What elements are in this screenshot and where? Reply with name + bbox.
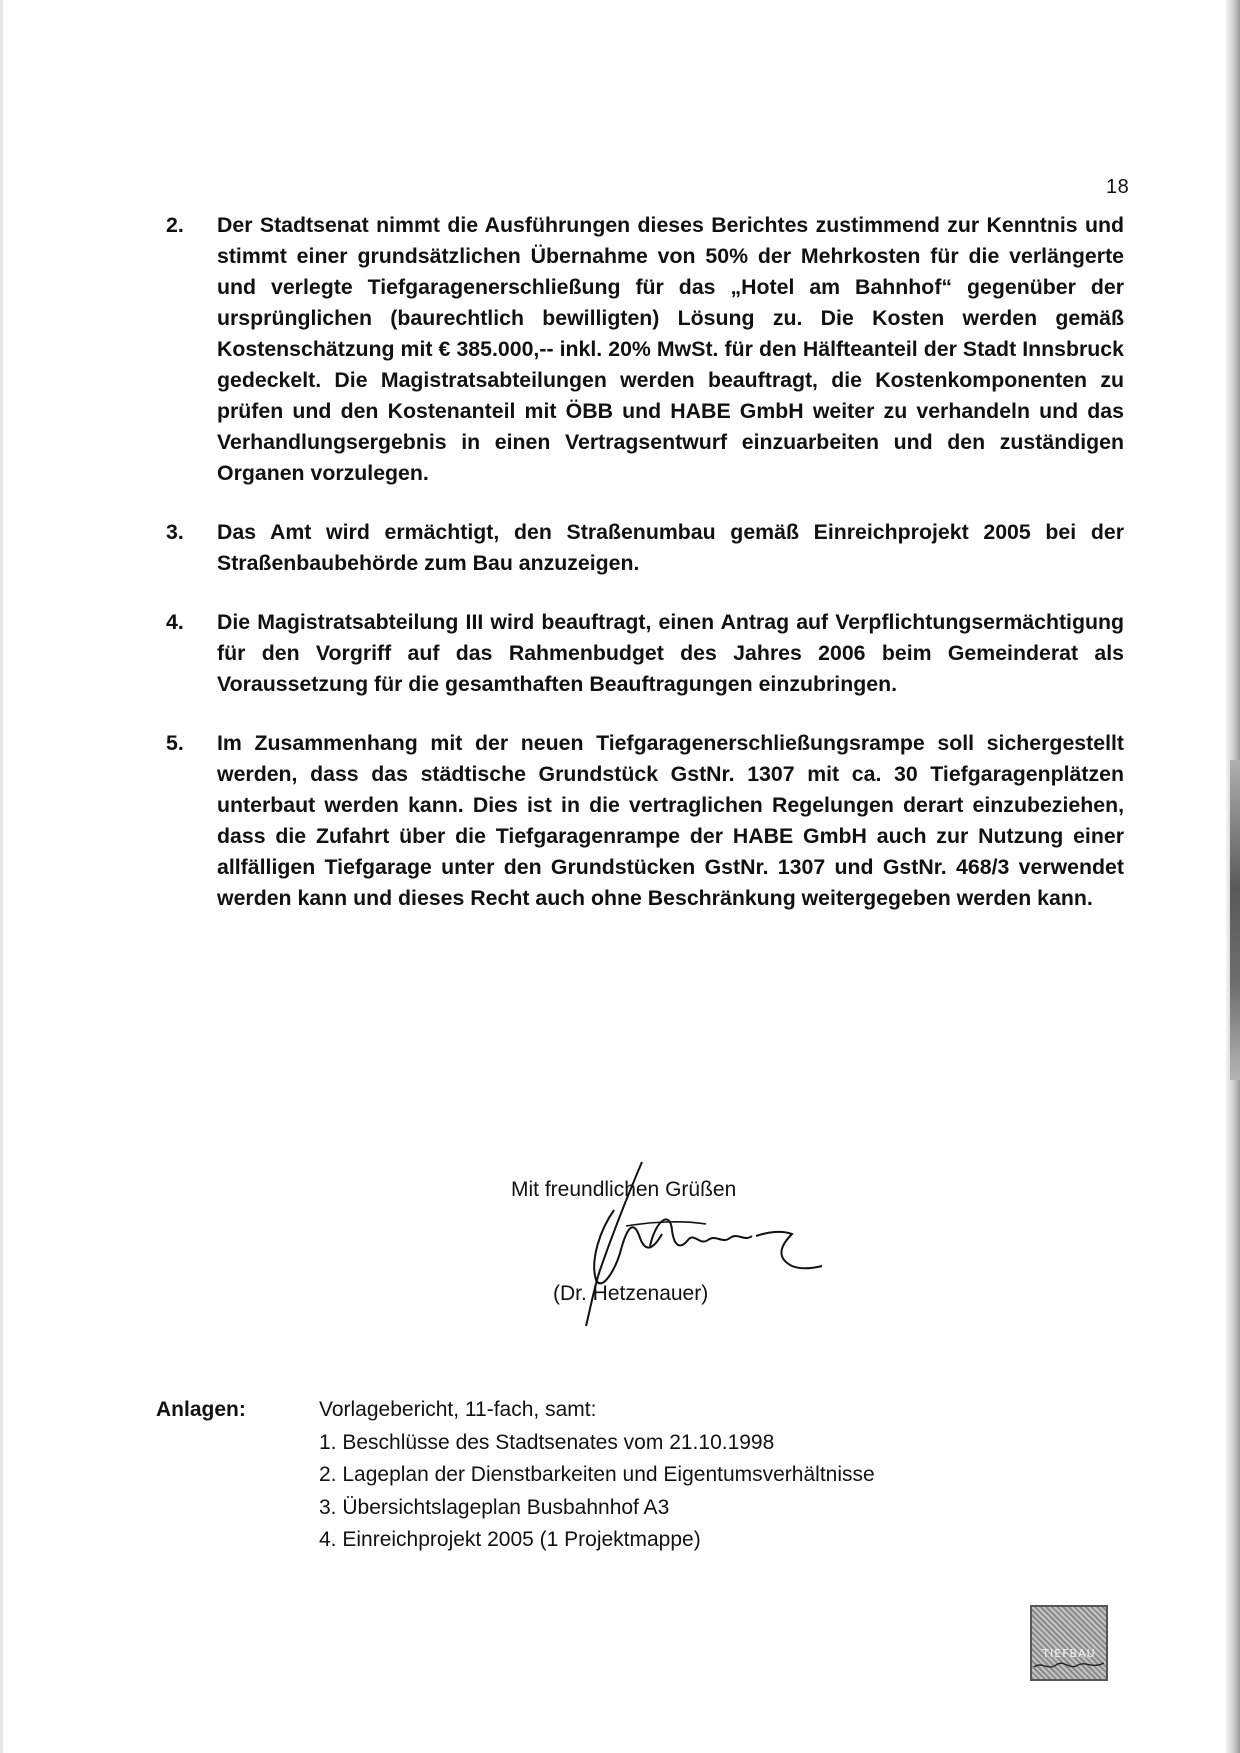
resolution-item-text: Im Zusammenhang mit der neuen Tiefgaragenerschließungsrampe soll sichergestellt werden, dass das städtische Grundstück GstNr. 1307 mit ca. 30 Tiefgaragenplätzen unterbaut werden kann. Dies ist in die vertraglichen Regelungen derart einzubeziehen, dass die Zufahrt über die Tiefgaragenrampe der HABE GmbH auch zur Nutzung einer allfälligen Tiefgarage unter den Grundstücken GstNr. 1307 und GstNr. 468/3 verwendet werden kann und dieses Recht auch ohne Beschränkung weitergegeben werden kann. — [217, 731, 1124, 910]
scan-edge-left — [0, 0, 3, 1753]
resolution-item-text: Die Magistratsabteilung III wird beauftragt, einen Antrag auf Verpflichtungsermächtigung für den Vorgriff auf das Rahmenbudget des Jahres 2006 beim Gemeinderat als Voraussetzung für die gesamthaften Beauftragungen einzubringen. — [217, 610, 1124, 696]
page-number: 18 — [1106, 176, 1130, 198]
resolution-item-text: Das Amt wird ermächtigt, den Straßenumbau gemäß Einreichprojekt 2005 bei der Straßenbaubehörde zum Bau anzuzeigen. — [217, 520, 1124, 575]
stamp-text: TIEFBAU — [1042, 1647, 1096, 1660]
stamp-scribble — [1032, 1659, 1106, 1673]
closing-greeting: Mit freundlichen Grüßen — [511, 1178, 737, 1201]
attachments-list — [319, 1394, 1039, 1557]
scan-shadow-band — [1230, 760, 1240, 1080]
resolution-list — [160, 210, 1124, 942]
resolution-item-number: 2. — [166, 213, 184, 237]
resolution-item-4 — [160, 607, 1124, 700]
resolution-item-3 — [160, 517, 1124, 579]
signer-name: (Dr. Hetzenauer) — [553, 1282, 709, 1305]
resolution-item-number: 5. — [166, 731, 184, 755]
attachment-entry: 4. Einreichprojekt 2005 (1 Projektmappe) — [319, 1528, 701, 1551]
attachment-entry: 2. Lageplan der Dienstbarkeiten und Eigentumsverhältnisse — [319, 1463, 875, 1486]
resolution-item-number: 4. — [166, 610, 184, 634]
resolution-item-2 — [160, 210, 1124, 489]
department-stamp — [1030, 1605, 1108, 1681]
resolution-item-number: 3. — [166, 520, 184, 544]
scan-edge-right — [1226, 0, 1240, 1753]
attachment-entry: 3. Übersichtslageplan Busbahnhof A3 — [319, 1495, 670, 1519]
attachments-label: Anlagen: — [156, 1398, 246, 1421]
resolution-item-text: Der Stadtsenat nimmt die Ausführungen dieses Berichtes zustimmend zur Kenntnis und stimmt einer grundsätzlichen Übernahme von 50% der Mehrkosten für die verlängerte und verlegte Tiefgaragenerschließung für das „Hotel am Bahnhof“ gegenüber der ursprünglichen (baurechtlich bewilligten) Lösung zu. Die Kosten werden gemäß Kostenschätzung mit € 385.000,-- inkl. 20% MwSt. für den Hälfteanteil der Stadt Innsbruck gedeckelt. Die Magistratsabteilungen werden beauftragt, die Kostenkomponenten zu prüfen und den Kostenanteil mit ÖBB und HABE GmbH weiter zu verhandeln und das Verhandlungsergebnis in einen Vertragsentwurf einzuarbeiten und den zuständigen Organen vorzulegen. — [217, 213, 1124, 485]
attachments-intro: Vorlagebericht, 11-fach, samt: — [319, 1398, 597, 1421]
resolution-item-5 — [160, 728, 1124, 914]
attachment-entry: 1. Beschlüsse des Stadtsenates vom 21.10.1998 — [319, 1430, 775, 1454]
